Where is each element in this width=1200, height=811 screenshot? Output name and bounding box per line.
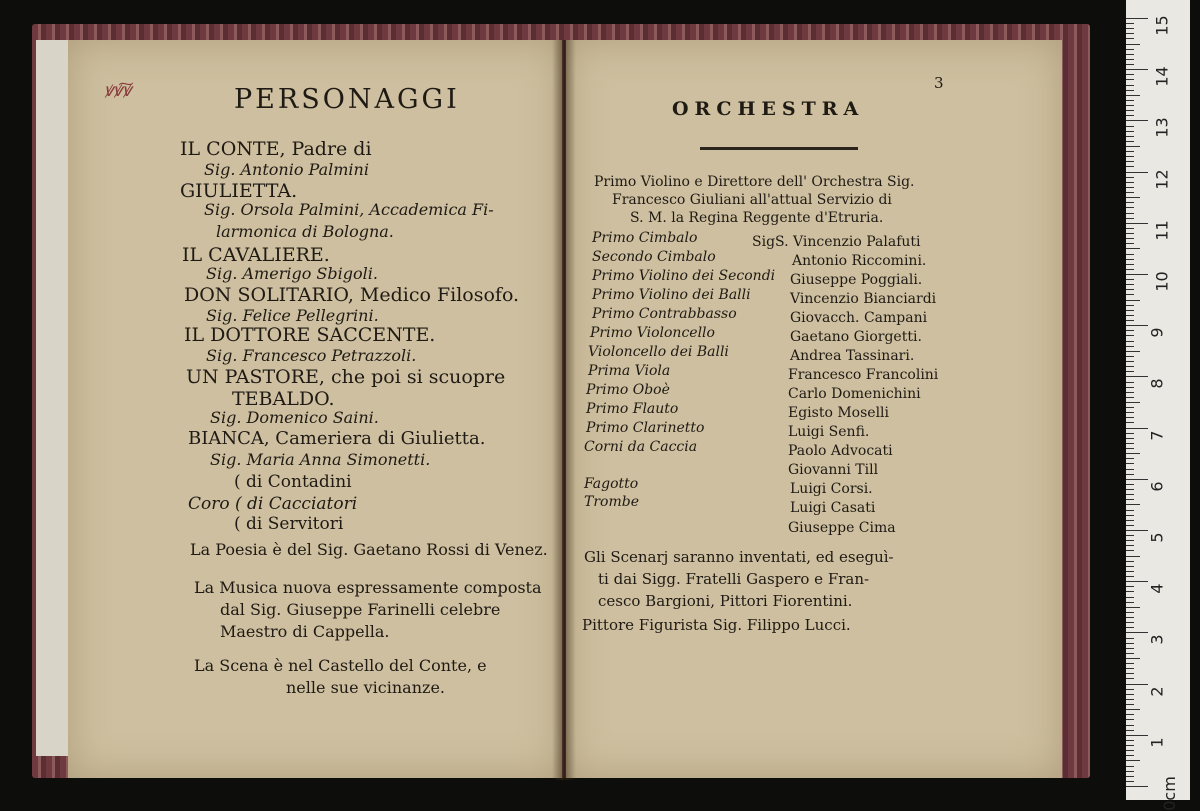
ruler-tick — [1126, 704, 1134, 705]
ruler-tick — [1126, 284, 1134, 285]
orchestra-role: Secondo Cimbalo — [592, 249, 716, 265]
ruler-tick — [1126, 131, 1134, 132]
orchestra-name: Paolo Advocati — [788, 443, 893, 459]
ruler-tick — [1126, 638, 1134, 639]
ruler-tick — [1126, 653, 1134, 654]
ruler-tick — [1126, 550, 1134, 551]
orchestra-role: Primo Violoncello — [590, 325, 715, 341]
ruler-number: 4 — [1147, 583, 1167, 594]
ruler-tick — [1126, 612, 1134, 613]
orchestra-role: Primo Violino dei Balli — [592, 287, 751, 303]
ruler-tick — [1126, 510, 1134, 511]
ruler-tick — [1126, 530, 1148, 531]
ruler-tick — [1126, 561, 1134, 562]
credit-line: dal Sig. Giuseppe Farinelli celebre — [220, 600, 501, 619]
ruler-tick — [1126, 18, 1148, 19]
ruler-tick — [1126, 407, 1134, 408]
measurement-ruler — [1126, 0, 1190, 811]
ruler-tick — [1126, 443, 1134, 444]
ruler-tick — [1126, 300, 1140, 301]
orchestra-name: Andrea Tassinari. — [790, 348, 915, 364]
ruler-tick — [1126, 694, 1134, 695]
character-line: IL CAVALIERE. — [182, 244, 330, 266]
character-line: TEBALDO. — [232, 388, 335, 410]
orchestra-role: Corni da Caccia — [584, 439, 698, 455]
singer-line: Sig. Felice Pellegrini. — [206, 306, 379, 325]
orchestra-name: Gaetano Giorgetti. — [790, 329, 922, 345]
orchestra-role: Primo Violino dei Secondi — [592, 268, 776, 284]
ruler-number: 3 — [1147, 634, 1167, 645]
page-number: 3 — [934, 74, 944, 92]
ruler-tick — [1126, 597, 1134, 598]
ruler-tick — [1126, 207, 1134, 208]
footer-line: cesco Bargioni, Pittori Fiorentini. — [598, 592, 853, 610]
header-line: Francesco Giuliani all'attual Servizio di — [612, 192, 892, 208]
ruler-tick — [1126, 438, 1134, 439]
chorus-line: ( di Contadini — [234, 472, 352, 492]
ruler-tick — [1126, 627, 1134, 628]
ruler-tick — [1126, 463, 1134, 464]
ruler-tick — [1126, 433, 1134, 434]
credit-line: La Poesia è del Sig. Gaetano Rossi di Venez. — [190, 540, 548, 559]
ruler-tick — [1126, 499, 1134, 500]
ruler-tick — [1126, 745, 1134, 746]
ruler-tick — [1126, 233, 1134, 234]
ruler-tick — [1126, 607, 1140, 608]
credit-line: Maestro di Cappella. — [220, 622, 390, 641]
ruler-tick — [1126, 264, 1134, 265]
handwritten-marks: ꝟꝟ͠ꝟ — [104, 80, 132, 101]
ruler-tick — [1126, 356, 1134, 357]
ruler-tick — [1126, 85, 1134, 86]
orchestra-role: Violoncello dei Balli — [588, 344, 729, 360]
ruler-tick — [1126, 602, 1134, 603]
ruler-tick — [1126, 100, 1134, 101]
ruler-tick — [1126, 90, 1134, 91]
ruler-tick — [1126, 689, 1134, 690]
ruler-tick — [1126, 489, 1134, 490]
ruler-tick — [1126, 146, 1140, 147]
orchestra-name: Giovanni Till — [788, 462, 879, 478]
ruler-tick — [1126, 684, 1148, 685]
ruler-number: 5 — [1147, 532, 1167, 543]
ruler-tick — [1126, 136, 1134, 137]
singer-line: Sig. Antonio Palmini — [204, 160, 369, 179]
ruler-tick — [1126, 766, 1134, 767]
ruler-tick — [1126, 54, 1134, 55]
ruler-tick — [1126, 545, 1134, 546]
character-line: IL CONTE, Padre di — [180, 138, 372, 160]
orchestra-name: Carlo Domenichini — [788, 386, 921, 402]
ruler-tick — [1126, 760, 1140, 761]
ruler-tick — [1126, 126, 1134, 127]
ruler-tick — [1126, 673, 1134, 674]
ruler-tick — [1126, 622, 1134, 623]
ruler-tick — [1126, 535, 1134, 536]
character-line: IL DOTTORE SACCENTE. — [184, 324, 436, 346]
ruler-number: 11 — [1152, 220, 1172, 241]
orchestra-role: Trombe — [584, 494, 639, 510]
ruler-number: 9 — [1147, 327, 1167, 338]
ruler-tick — [1126, 571, 1134, 572]
orchestra-name: Giovacch. Campani — [790, 310, 928, 326]
ruler-tick — [1126, 141, 1134, 142]
orchestra-role: Fagotto — [584, 476, 639, 492]
ruler-tick — [1126, 346, 1134, 347]
ruler-tick — [1126, 330, 1134, 331]
orchestra-name: Vincenzio Bianciardi — [790, 291, 937, 307]
ruler-tick — [1126, 678, 1134, 679]
ruler-tick — [1126, 351, 1140, 352]
orchestra-name: Luigi Senfi. — [788, 424, 870, 440]
ruler-tick — [1126, 110, 1134, 111]
ruler-tick — [1126, 289, 1134, 290]
footer-line: ti dai Sigg. Fratelli Gaspero e Fran- — [598, 570, 870, 588]
ruler-tick — [1126, 586, 1134, 587]
ruler-tick — [1126, 366, 1134, 367]
ruler-number: 13 — [1152, 117, 1172, 139]
book-gutter — [552, 40, 576, 780]
chorus-line: ( di Servitori — [234, 514, 344, 534]
orchestra-name: Francesco Francolini — [788, 367, 939, 383]
ruler-tick — [1126, 177, 1134, 178]
ruler-tick — [1126, 64, 1134, 65]
ruler-tick — [1126, 341, 1134, 342]
ruler-tick — [1126, 397, 1134, 398]
ruler-tick — [1126, 44, 1140, 45]
ruler-tick — [1126, 151, 1134, 152]
left-page-title: PERSONAGGI — [234, 84, 460, 115]
ruler-tick — [1126, 305, 1134, 306]
ruler-tick — [1126, 453, 1140, 454]
ruler-number: 1 — [1147, 737, 1167, 748]
ruler-tick — [1126, 412, 1134, 413]
ruler-tick — [1126, 643, 1134, 644]
ruler-tick — [1126, 402, 1140, 403]
ruler-number: 2 — [1147, 686, 1167, 697]
ruler-tick — [1126, 709, 1140, 710]
ruler-tick — [1126, 335, 1134, 336]
ruler-tick — [1126, 387, 1134, 388]
ruler-tick — [1126, 658, 1140, 659]
ruler-tick — [1126, 120, 1148, 121]
orchestra-name: Giuseppe Cima — [788, 520, 896, 536]
ruler-tick — [1126, 458, 1134, 459]
ruler-tick — [1126, 422, 1134, 423]
ruler-tick — [1126, 714, 1134, 715]
ruler-tick — [1126, 376, 1148, 377]
ruler-number: 6 — [1147, 481, 1167, 492]
credit-line: nelle sue vicinanze. — [286, 678, 445, 697]
ruler-tick — [1126, 428, 1148, 429]
ruler-tick — [1126, 361, 1134, 362]
ruler-tick — [1126, 218, 1134, 219]
ruler-tick — [1126, 448, 1134, 449]
ruler-tick — [1126, 494, 1134, 495]
ruler-tick — [1126, 310, 1134, 311]
ruler-tick — [1126, 279, 1134, 280]
singer-line: Sig. Orsola Palmini, Accademica Fi- — [204, 200, 494, 219]
ruler-tick — [1126, 699, 1134, 700]
ruler-tick — [1126, 515, 1134, 516]
orchestra-name: Luigi Corsi. — [790, 481, 873, 497]
ruler-tick — [1126, 161, 1134, 162]
singer-line: Sig. Maria Anna Simonetti. — [210, 450, 431, 469]
ruler-tick — [1126, 755, 1134, 756]
ruler-tick — [1126, 786, 1148, 787]
ruler-tick — [1126, 566, 1134, 567]
orchestra-name: Luigi Casati — [790, 500, 876, 516]
ruler-tick — [1126, 254, 1134, 255]
ruler-number: 15 — [1152, 15, 1172, 36]
ruler-tick — [1126, 238, 1134, 239]
ruler-tick — [1126, 115, 1134, 116]
ruler-tick — [1126, 632, 1148, 633]
ruler-tick — [1126, 156, 1134, 157]
orchestra-role: Primo Clarinetto — [586, 420, 705, 436]
character-line: DON SOLITARIO, Medico Filosofo. — [184, 284, 520, 306]
decorative-rule — [700, 147, 858, 150]
ruler-tick — [1126, 730, 1134, 731]
orchestra-role: Primo Oboè — [586, 382, 670, 398]
ruler-tick — [1126, 591, 1134, 592]
singer-line: larmonica di Bologna. — [216, 222, 394, 241]
ruler-tick — [1126, 771, 1134, 772]
ruler-tick — [1126, 740, 1134, 741]
ruler-tick — [1126, 474, 1134, 475]
ruler-tick — [1126, 668, 1134, 669]
header-line: Primo Violino e Direttore dell' Orchestra Sig. — [594, 174, 915, 190]
ruler-tick — [1126, 315, 1134, 316]
ruler-tick — [1126, 750, 1134, 751]
ruler-tick — [1126, 197, 1140, 198]
ruler-tick — [1126, 520, 1134, 521]
ruler-tick — [1126, 202, 1134, 203]
ruler-number: 7 — [1147, 430, 1167, 441]
ruler-tick — [1126, 187, 1134, 188]
credit-line: La Scena è nel Castello del Conte, e — [194, 656, 487, 675]
ruler-tick — [1126, 417, 1134, 418]
ruler-tick — [1126, 294, 1134, 295]
ruler-number: 8 — [1147, 378, 1167, 389]
singer-line: Sig. Amerigo Sbigoli. — [206, 264, 378, 283]
ruler-number: 12 — [1152, 168, 1172, 190]
ruler-tick — [1126, 79, 1134, 80]
ruler-tick — [1126, 192, 1134, 193]
singer-line: Sig. Francesco Petrazzoli. — [206, 346, 417, 365]
footer-line: Pittore Figurista Sig. Filippo Lucci. — [582, 616, 851, 634]
credit-line: La Musica nuova espressamente composta — [194, 578, 542, 597]
ruler-tick — [1126, 663, 1134, 664]
ruler-tick — [1126, 274, 1148, 275]
ruler-tick — [1126, 469, 1134, 470]
ruler-tick — [1126, 248, 1140, 249]
ruler-tick — [1126, 74, 1134, 75]
ruler-tick — [1126, 371, 1134, 372]
header-line: S. M. la Regina Reggente d'Etruria. — [630, 210, 884, 226]
ruler-tick — [1126, 172, 1148, 173]
ruler-tick — [1126, 28, 1134, 29]
ruler-tick — [1126, 776, 1134, 777]
ruler-tick — [1126, 719, 1134, 720]
ruler-tick — [1126, 166, 1134, 167]
ruler-tick — [1126, 243, 1134, 244]
ruler-tick — [1126, 556, 1140, 557]
ruler-tick — [1126, 38, 1134, 39]
ruler-tick — [1126, 540, 1134, 541]
ruler-tick — [1126, 325, 1148, 326]
ruler-tick — [1126, 95, 1140, 96]
ruler-tick — [1126, 228, 1134, 229]
singer-line: Sig. Domenico Saini. — [210, 408, 379, 427]
orchestra-name: Antonio Riccomini. — [792, 253, 927, 269]
ruler-tick — [1126, 223, 1148, 224]
ruler-tick — [1126, 781, 1134, 782]
ruler-number: 10 — [1152, 271, 1172, 292]
ruler-tick — [1126, 69, 1148, 70]
character-line: BIANCA, Cameriera di Giulietta. — [188, 428, 486, 449]
ruler-tick — [1126, 484, 1134, 485]
ruler-tick — [1126, 725, 1134, 726]
ruler-number: 14 — [1152, 66, 1172, 87]
ruler-tick — [1126, 59, 1134, 60]
ruler-tick — [1126, 576, 1134, 577]
ruler-tick — [1126, 392, 1134, 393]
ruler-tick — [1126, 23, 1134, 24]
ruler-tick — [1126, 504, 1140, 505]
ruler-tick — [1126, 735, 1148, 736]
ruler-tick — [1126, 382, 1134, 383]
ruler-tick — [1126, 320, 1134, 321]
ruler-tick — [1126, 105, 1134, 106]
inner-board-strip — [36, 40, 72, 756]
ruler-tick — [1126, 259, 1134, 260]
ruler-tick — [1126, 49, 1134, 50]
ruler-tick — [1126, 525, 1134, 526]
ruler-tick — [1126, 581, 1148, 582]
ruler-number: 0cm — [1159, 776, 1179, 811]
orchestra-role: Primo Cimbalo — [592, 230, 698, 246]
ruler-tick — [1126, 648, 1134, 649]
orchestra-role: Primo Contrabbasso — [592, 306, 737, 322]
orchestra-role: Prima Viola — [588, 363, 671, 379]
ruler-tick — [1126, 213, 1134, 214]
ruler-tick — [1126, 269, 1134, 270]
orchestra-name: Egisto Moselli — [788, 405, 890, 421]
character-line: GIULIETTA. — [180, 180, 298, 202]
ruler-tick — [1126, 182, 1134, 183]
orchestra-name: Giuseppe Poggiali. — [790, 272, 923, 288]
orchestra-name: SigS. Vincenzio Palafuti — [752, 234, 921, 250]
footer-line: Gli Scenarj saranno inventati, ed eseguì- — [584, 548, 894, 566]
chorus-line: Coro ( di Cacciatori — [188, 494, 358, 514]
ruler-tick — [1126, 479, 1148, 480]
ruler-tick — [1126, 33, 1134, 34]
right-page-title: ORCHESTRA — [672, 98, 865, 120]
ruler-tick — [1126, 617, 1134, 618]
character-line: UN PASTORE, che poi si scuopre — [186, 366, 506, 388]
orchestra-role: Primo Flauto — [586, 401, 679, 417]
